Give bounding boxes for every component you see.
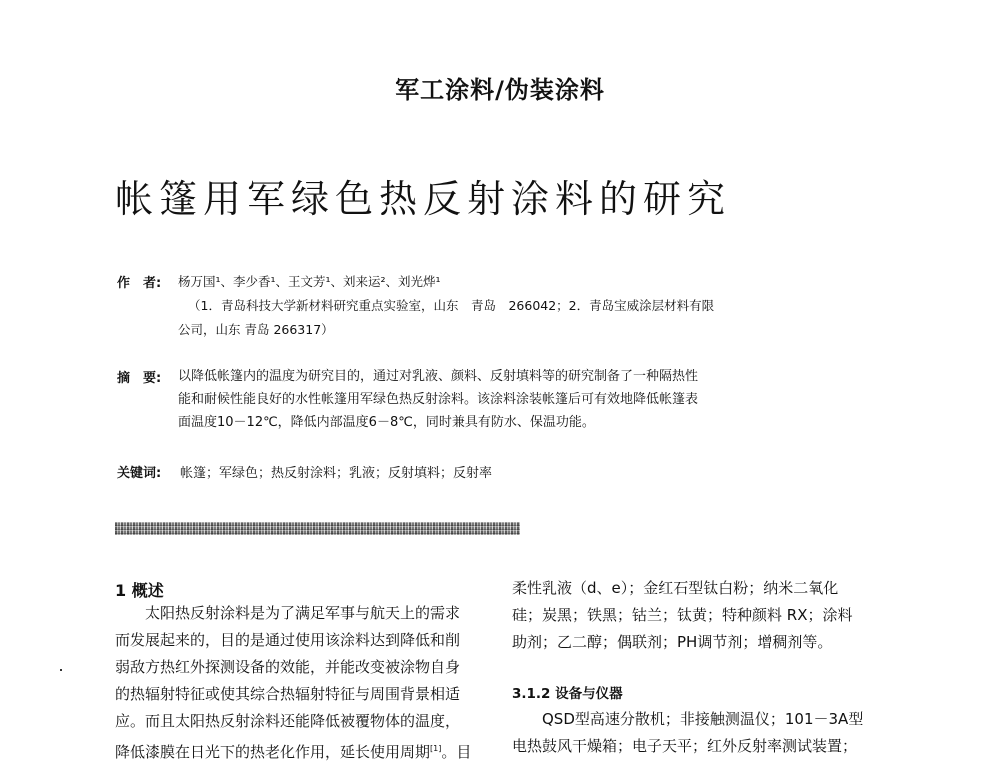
body-line: 硅；炭黑；铁黑；钴兰；钛黄；特种颜料 RX；涂料 [512, 606, 853, 624]
body-line: 太阳热反射涂料是为了满足军事与航天上的需求 [145, 604, 461, 622]
abstract-line: 面温度10－12℃，降低内部温度6－8℃，同时兼具有防水、保温功能。 [178, 415, 595, 430]
abstract-body [178, 365, 698, 434]
section-header: 军工涂料/伪装涂料 [395, 76, 605, 104]
abstract-line: 以降低帐篷内的温度为研究目的，通过对乳液、颜料、反射填料等的研究制备了一种隔热性 [178, 369, 699, 384]
authors-label: 作 者: [117, 276, 162, 291]
body-line: 而发展起来的，目的是通过使用该涂料达到降低和削 [115, 631, 461, 649]
body-line: 电热鼓风干燥箱；电子天平；红外反射率测试装置； [512, 737, 858, 755]
body-line-text: 降低漆膜在日光下的热老化作用，延长使用周期 [115, 743, 431, 761]
author-names: 杨万国¹、李少香¹、王文芳¹、刘来运²、刘光烨¹ [178, 274, 441, 289]
body-line: 应。而且太阳热反射涂料还能降低被覆物体的温度， [115, 712, 461, 730]
scan-noise-divider [115, 522, 520, 535]
section-heading: 1 概述 [115, 581, 164, 600]
subsection-heading: 3.1.2 设备与仪器 [512, 686, 623, 702]
abstract-label: 摘 要: [117, 371, 162, 386]
paper-title: 帐篷用军绿色热反射涂料的研究 [115, 177, 732, 221]
body-line: 的热辐射特征或使其综合热辐射特征与周围背景相适 [115, 685, 461, 703]
affiliation-line: 公司，山东 青岛 266317） [178, 322, 334, 337]
body-line: 助剂；乙二醇；偶联剂；PH调节剂；增稠剂等。 [512, 633, 833, 651]
keywords-text: 帐篷；军绿色；热反射涂料；乳液；反射填料；反射率 [180, 466, 493, 481]
scan-speck [60, 669, 62, 671]
body-line: QSD型高速分散机；非接触测温仪；101－3A型 [542, 710, 864, 728]
body-line: 柔性乳液（d、e）；金红石型钛白粉；纳米二氧化 [512, 579, 839, 597]
keywords-label: 关键词: [117, 466, 162, 481]
body-right-column [512, 575, 892, 656]
body-line-text: 。目 [441, 743, 472, 761]
body-line [115, 735, 495, 766]
citation-marker: [1] [430, 744, 442, 753]
body-line: 弱敌方热红外探测设备的效能，并能改变被涂物自身 [115, 658, 461, 676]
body-right-column-continued [512, 706, 863, 760]
body-left-column [115, 600, 495, 766]
abstract-line: 能和耐候性能良好的水性帐篷用军绿色热反射涂料。该涂料涂装帐篷后可有效地降低帐篷表 [178, 392, 699, 407]
affiliation-line: （1．青岛科技大学新材料研究重点实验室，山东 青岛 266042；2．青岛宝威涂层材料有限 [188, 298, 715, 313]
